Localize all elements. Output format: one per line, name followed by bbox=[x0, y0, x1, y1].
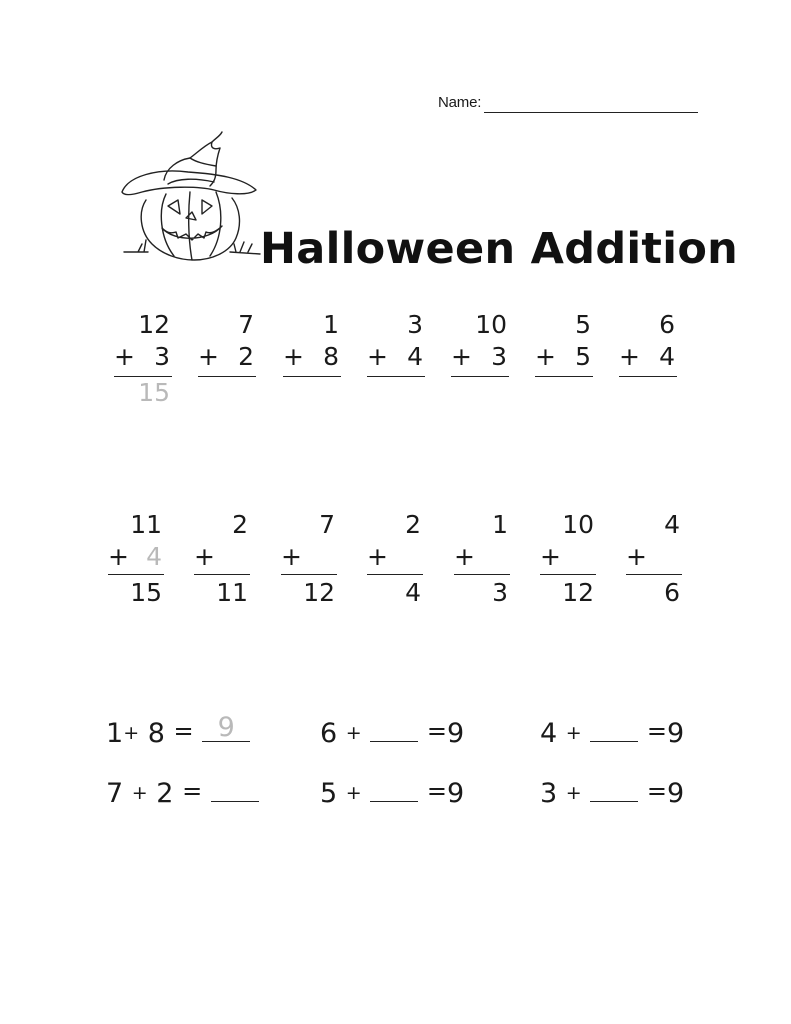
equals-sign: = bbox=[173, 717, 194, 745]
sum-line bbox=[108, 574, 164, 575]
top-number: 10 bbox=[475, 310, 507, 339]
plus-sign: + bbox=[283, 342, 304, 371]
page-title: Halloween Addition bbox=[260, 224, 739, 274]
plus-sign: + bbox=[535, 342, 556, 371]
result: 9 bbox=[667, 778, 685, 809]
sum-line bbox=[626, 574, 682, 575]
result: 9 bbox=[447, 718, 465, 749]
operand-a: 5 bbox=[320, 778, 338, 809]
answer-blank[interactable] bbox=[370, 715, 418, 742]
name-label: Name: bbox=[438, 94, 482, 111]
top-number: 1 bbox=[323, 310, 339, 339]
sum: 6 bbox=[664, 578, 680, 607]
sum-line bbox=[454, 574, 510, 575]
sum-line bbox=[540, 574, 596, 575]
plus-sign: + bbox=[108, 542, 129, 571]
top-number: 2 bbox=[405, 510, 421, 539]
sum-line bbox=[367, 574, 423, 575]
plus-sign: + bbox=[619, 342, 640, 371]
top-number: 2 bbox=[232, 510, 248, 539]
jack-o-lantern-witch-hat-icon bbox=[118, 128, 263, 270]
sum-line bbox=[283, 376, 341, 377]
sum-line bbox=[114, 376, 172, 377]
operand-a: 6 bbox=[320, 718, 338, 749]
addend: 8 bbox=[323, 342, 339, 371]
answer-blank[interactable] bbox=[211, 775, 259, 802]
plus-sign: + bbox=[345, 722, 362, 744]
answer-blank[interactable] bbox=[202, 712, 250, 743]
equals-sign: = bbox=[646, 717, 667, 745]
answer-blank[interactable] bbox=[590, 775, 638, 802]
plus-sign: + bbox=[451, 342, 472, 371]
top-number: 5 bbox=[575, 310, 591, 339]
sum-line bbox=[194, 574, 250, 575]
operand-a: 7 bbox=[106, 778, 124, 809]
sum-line bbox=[281, 574, 337, 575]
sum-line bbox=[535, 376, 593, 377]
plus-sign: + bbox=[123, 722, 140, 744]
addend: 3 bbox=[491, 342, 507, 371]
operand-a: 1 bbox=[106, 718, 124, 749]
sum-line bbox=[198, 376, 256, 377]
equals-sign: = bbox=[426, 717, 447, 745]
top-number: 7 bbox=[238, 310, 254, 339]
top-number: 1 bbox=[492, 510, 508, 539]
top-number: 4 bbox=[664, 510, 680, 539]
equation-2[interactable] bbox=[320, 715, 464, 749]
addend: 4 bbox=[407, 342, 423, 371]
plus-sign: + bbox=[565, 782, 582, 804]
plus-sign: + bbox=[345, 782, 362, 804]
equation-1[interactable] bbox=[106, 712, 250, 749]
plus-sign: + bbox=[367, 542, 388, 571]
equation-6[interactable] bbox=[540, 775, 684, 809]
answer-trace: 9 bbox=[217, 712, 235, 743]
name-field[interactable] bbox=[438, 94, 700, 116]
equation-5[interactable] bbox=[320, 775, 464, 809]
plus-sign: + bbox=[131, 782, 148, 804]
addend: 2 bbox=[238, 342, 254, 371]
equals-sign: = bbox=[646, 777, 667, 805]
addend: 4 bbox=[659, 342, 675, 371]
top-number: 3 bbox=[407, 310, 423, 339]
plus-sign: + bbox=[281, 542, 302, 571]
plus-sign: + bbox=[194, 542, 215, 571]
top-number: 7 bbox=[319, 510, 335, 539]
addend: 5 bbox=[575, 342, 591, 371]
sum-line bbox=[451, 376, 509, 377]
addend-trace: 4 bbox=[146, 542, 162, 571]
top-number: 6 bbox=[659, 310, 675, 339]
sum: 3 bbox=[492, 578, 508, 607]
plus-sign: + bbox=[114, 342, 135, 371]
plus-sign: + bbox=[626, 542, 647, 571]
sum: 4 bbox=[405, 578, 421, 607]
answer-blank[interactable] bbox=[590, 715, 638, 742]
operand-b: 2 bbox=[156, 778, 174, 809]
equals-sign: = bbox=[182, 777, 203, 805]
plus-sign: + bbox=[198, 342, 219, 371]
answer-trace: 15 bbox=[138, 378, 170, 407]
sum-line bbox=[619, 376, 677, 377]
plus-sign: + bbox=[367, 342, 388, 371]
sum: 15 bbox=[130, 578, 162, 607]
equation-3[interactable] bbox=[540, 715, 684, 749]
sum: 12 bbox=[562, 578, 594, 607]
equals-sign: = bbox=[426, 777, 447, 805]
top-number: 10 bbox=[562, 510, 594, 539]
operand-b: 8 bbox=[147, 718, 165, 749]
operand-a: 3 bbox=[540, 778, 558, 809]
operand-a: 4 bbox=[540, 718, 558, 749]
plus-sign: + bbox=[540, 542, 561, 571]
sum: 12 bbox=[303, 578, 335, 607]
plus-sign: + bbox=[454, 542, 475, 571]
result: 9 bbox=[447, 778, 465, 809]
top-number: 12 bbox=[138, 310, 170, 339]
result: 9 bbox=[667, 718, 685, 749]
sum-line bbox=[367, 376, 425, 377]
name-line[interactable] bbox=[484, 112, 698, 113]
sum: 11 bbox=[216, 578, 248, 607]
answer-blank[interactable] bbox=[370, 775, 418, 802]
top-number: 11 bbox=[130, 510, 162, 539]
equation-4[interactable] bbox=[106, 775, 259, 809]
addend: 3 bbox=[154, 342, 170, 371]
plus-sign: + bbox=[565, 722, 582, 744]
